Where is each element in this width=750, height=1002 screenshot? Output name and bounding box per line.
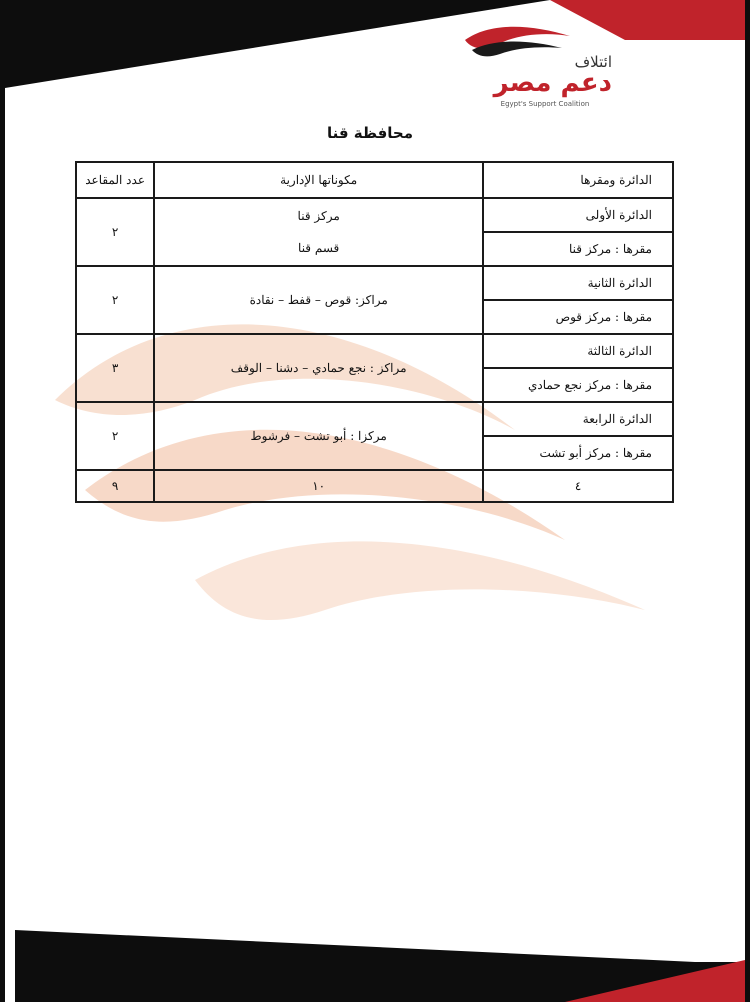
table-header-row (76, 162, 673, 198)
total-districts: ٤ (483, 470, 673, 502)
table-row (76, 198, 673, 232)
totals-row (76, 470, 673, 502)
district-seats: ٢ (76, 266, 154, 334)
district-name: الدائرة الأولى (483, 198, 673, 232)
footer-band (5, 922, 745, 1002)
logo-brand-big: دعم مصر (493, 68, 612, 98)
total-components: ١٠ (154, 470, 483, 502)
table-row (76, 402, 673, 436)
component-line: قسم قنا (298, 241, 340, 255)
page-title: محافظة قنا (326, 124, 414, 142)
district-seat-hq: مقرها : مركز قوص (483, 300, 673, 334)
header-seats: عدد المقاعد (76, 162, 154, 198)
district-seat-hq: مقرها : مركز قنا (483, 232, 673, 266)
district-name: الدائرة الثالثة (483, 334, 673, 368)
document-page (5, 0, 745, 1002)
district-components: مركزا : أبو تشت – فرشوط (154, 402, 483, 470)
header-district: الدائرة ومقرها (483, 162, 673, 198)
logo-brand-english: Egypt's Support Coalition (500, 100, 590, 108)
district-name: الدائرة الرابعة (483, 402, 673, 436)
district-seat-hq: مقرها : مركز نجع حمادي (483, 368, 673, 402)
header-components: مكوناتها الإدارية (154, 162, 483, 198)
coalition-logo (450, 20, 625, 112)
table-row (76, 266, 673, 300)
district-seats: ٣ (76, 334, 154, 402)
table-row (76, 334, 673, 368)
header-band (5, 0, 745, 90)
district-name: الدائرة الثانية (483, 266, 673, 300)
district-components: مراكز : نجع حمادي – دشنا – الوقف (154, 334, 483, 402)
district-components (154, 198, 483, 266)
district-seats: ٢ (76, 402, 154, 470)
district-components: مراكز: قوص – قفط – نقادة (154, 266, 483, 334)
district-seats: ٢ (76, 198, 154, 266)
logo-brand-small: ائتلاف (574, 53, 612, 71)
component-line: مركز قنا (297, 209, 340, 223)
districts-table (75, 161, 674, 503)
district-seat-hq: مقرها : مركز أبو تشت (483, 436, 673, 470)
total-seats: ٩ (76, 470, 154, 502)
